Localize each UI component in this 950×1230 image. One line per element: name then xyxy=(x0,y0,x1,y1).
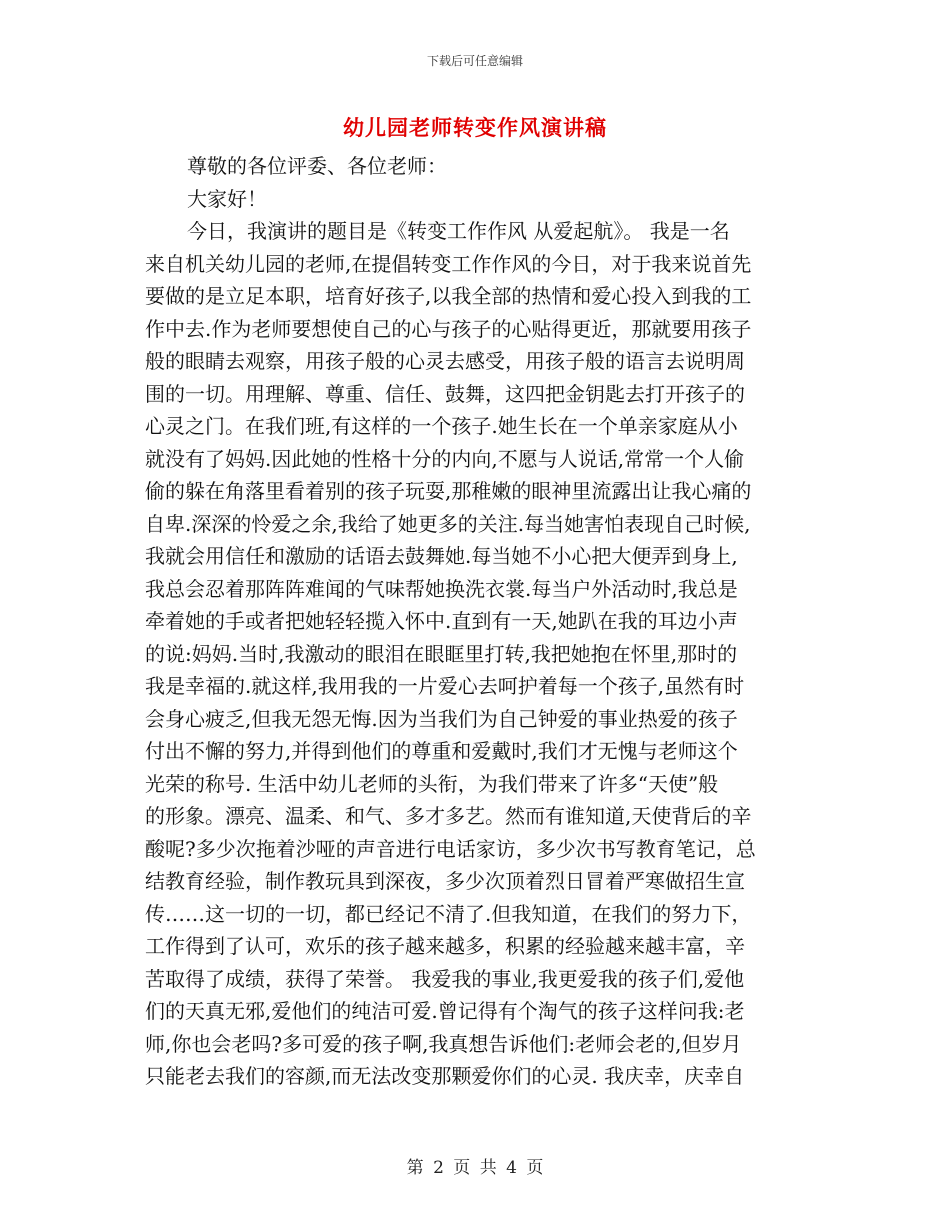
page-number-footer: 第 2 页 共 4 页 xyxy=(406,1158,544,1178)
body-line: 的说:妈妈.当时,我激动的眼泪在眼眶里打转,我把她抱在怀里,那时的 xyxy=(145,641,738,666)
body-line: 付出不懈的努力,并得到他们的尊重和爱戴时,我们才无愧与老师这个 xyxy=(145,739,738,763)
body-line: 要做的是立足本职，培育好孩子,以我全部的热情和爱心投入到我的工 xyxy=(145,284,752,308)
body-line: 工作得到了认可，欢乐的孩子越来越多，积累的经验越来越丰富，辛 xyxy=(145,934,745,958)
salutation-line: 尊敬的各位评委、各位老师： xyxy=(187,154,447,178)
body-line: 们的天真无邪,爱他们的纯洁可爱.曾记得有个淘气的孩子这样问我:老 xyxy=(145,999,745,1023)
body-line: 心灵之门。在我们班,有这样的一个孩子.她生长在一个单亲家庭从小 xyxy=(145,414,738,438)
body-line: 偷的躲在角落里看着别的孩子玩耍,那稚嫩的眼神里流露出让我心痛的 xyxy=(145,479,752,503)
body-line: 酸呢?多少次拖着沙哑的声音进行电话家访，多少次书写教育笔记，总 xyxy=(145,836,756,861)
body-line: 会身心疲乏,但我无怨无悔.因为当我们为自己钟爱的事业热爱的孩子 xyxy=(145,706,738,731)
paragraph-first-line: 今日，我演讲的题目是《转变工作作风 从爱起航》。 我是一名 xyxy=(187,219,730,243)
body-line: 结教育经验，制作教玩具到深夜，多少次顶着烈日冒着严寒做招生宣 xyxy=(145,869,745,893)
body-line: 来自机关幼儿园的老师,在提倡转变工作作风的今日，对于我来说首先 xyxy=(145,251,752,276)
body-line: 围的一切。用理解、尊重、信任、鼓舞，这四把金钥匙去打开孩子的 xyxy=(145,381,745,406)
body-line: 只能老去我们的容颜,而无法改变那颗爱你们的心灵. 我庆幸，庆幸自 xyxy=(145,1064,745,1088)
body-line: 就没有了妈妈.因此她的性格十分的内向,不愿与人说话,常常一个人偷 xyxy=(145,446,745,471)
body-line: 传……这一切的一切，都已经记不清了.但我知道，在我们的努力下， xyxy=(145,901,752,926)
body-line: 作中去.作为老师要想使自己的心与孩子的心贴得更近，那就要用孩子 xyxy=(145,316,752,341)
body-line: 的形象。漂亮、温柔、和气、多才多艺。然而有谁知道,天使背后的辛 xyxy=(145,804,752,828)
header-note: 下载后可任意编辑 xyxy=(426,54,523,68)
body-line: 牵着她的手或者把她轻轻揽入怀中.直到有一天,她趴在我的耳边小声 xyxy=(145,609,738,633)
body-line: 我总会忍着那阵阵难闻的气味帮她换洗衣裳.每当户外活动时,我总是 xyxy=(145,576,738,601)
document-title: 幼儿园老师转变作风演讲稿 xyxy=(343,116,607,140)
body-line: 我就会用信任和激励的话语去鼓舞她.每当她不小心把大便弄到身上, xyxy=(145,544,738,568)
greeting-line: 大家好！ xyxy=(187,186,267,211)
body-line: 苦取得了成绩，获得了荣誉。 我爱我的事业,我更爱我的孩子们,爱他 xyxy=(145,966,745,991)
body-line: 光荣的称号. 生活中幼儿老师的头衔，为我们带来了许多“天使”般 xyxy=(145,771,719,796)
body-line: 师,你也会老吗?多可爱的孩子啊,我真想告诉他们:老师会老的,但岁月 xyxy=(145,1031,742,1056)
document-body xyxy=(145,150,805,1093)
body-line: 自卑.深深的怜爱之余,我给了她更多的关注.每当她害怕表现自己时候, xyxy=(145,511,751,536)
body-line: 般的眼睛去观察，用孩子般的心灵去感受，用孩子般的语言去说明周 xyxy=(145,349,745,373)
body-line: 我是幸福的.就这样,我用我的一片爱心去呵护着每一个孩子,虽然有时 xyxy=(145,674,745,698)
